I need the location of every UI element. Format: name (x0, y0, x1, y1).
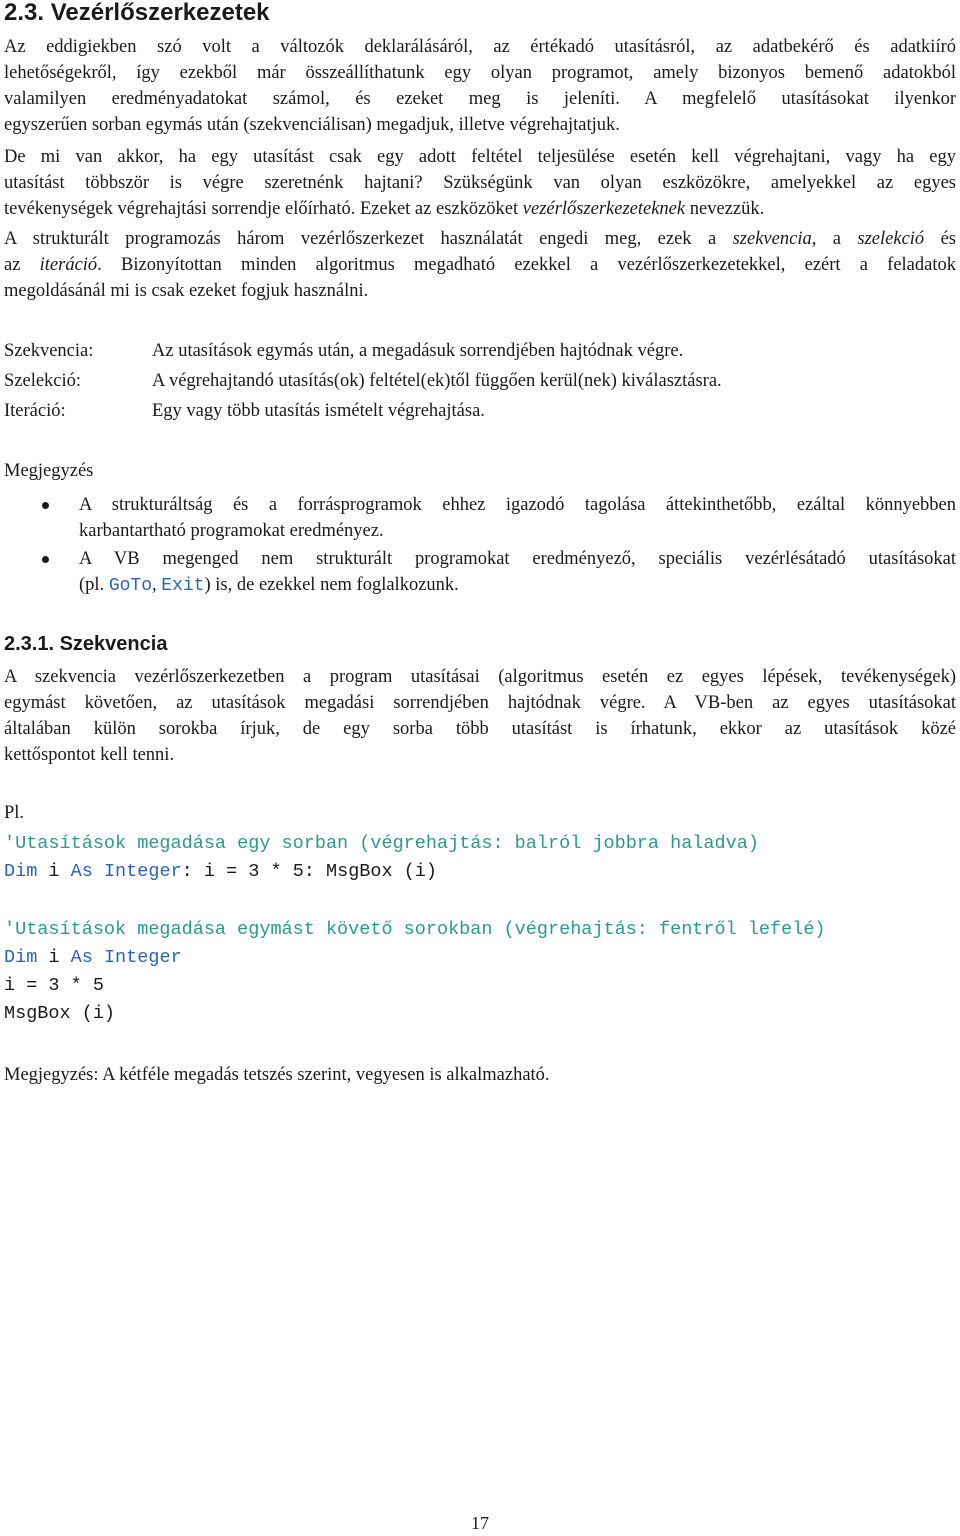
text-line: A strukturált programozás három vezérlőszerkezet használatát engedi meg, ezek a szekvencia, a szelekció és (4, 229, 956, 249)
text-line: egymást követően, az utasítások megadási sorrendjében hajtódnak végre. A VB-ben az egyes utasításokat (4, 693, 956, 713)
definition-row (4, 338, 722, 368)
emphasis-term: vezérlőszerkezeteknek (522, 199, 686, 219)
text-line: De mi van akkor, ha egy utasítást csak egy adott feltétel teljesülése esetén kell végrehajtani, vagy ha egy (4, 147, 956, 167)
definition-term: Szelekció: (4, 371, 82, 391)
text-line: megoldásánál mi is csak ezeket fogjuk használni. (4, 281, 369, 301)
definitions-list (4, 338, 722, 428)
code-keyword: GoTo (108, 576, 153, 596)
code-comment: 'Utasítások megadása egy sorban (végrehajtás: balról jobbra haladva) (4, 833, 759, 854)
definition-row (4, 368, 722, 398)
example-label: Pl. (4, 803, 25, 823)
text-line: kettőspontot kell tenni. (4, 745, 175, 765)
definition-desc: Egy vagy több utasítás ismételt végrehajtása. (152, 401, 485, 421)
sequence-paragraph (4, 664, 956, 768)
emphasis-term: szelekció (857, 229, 925, 249)
note-title: Megjegyzés (4, 461, 94, 481)
text-line: egyszerűen sorban egymás után (szekvenciálisan) megadjuk, illetve végrehajtatjuk. (4, 115, 620, 135)
definition-row (4, 398, 722, 428)
text-line: valamilyen eredményadatokat számol, és ezeket meg is jeleníti. A megfelelő utasításokat ilyenkor (4, 89, 956, 109)
structured-programming-paragraph (4, 226, 956, 304)
text-line: tevékenységek végrehajtási sorrendje előírható. Ezeket az eszközöket vezérlőszerkezeteknek nevezzük. (4, 199, 765, 219)
code-line: Dim i As Integer (4, 947, 182, 968)
text-line: A szekvencia vezérlőszerkezetben a program utasításai (algoritmus esetén ez egyes lépések, tevékenységek) (4, 667, 956, 687)
final-note: Megjegyzés: A kétféle megadás tetszés szerint, vegyesen is alkalmazható. (4, 1065, 550, 1085)
bullet-item: A strukturáltság és a forrásprogramok ehhez igazodó tagolása áttekinthetőbb, ezáltal könnyebben karbantartható programokat eredményez. (4, 492, 956, 544)
emphasis-term: iteráció (39, 255, 98, 275)
text-line: az iteráció. Bizonyítottan minden algoritmus megadható ezekkel a vezérlőszerkezetekkel, ezért a feladatok (4, 255, 956, 275)
page-number: 17 (471, 1513, 489, 1533)
code-comment: 'Utasítások megadása egymást követő sorokban (végrehajtás: fentről lefelé) (4, 919, 826, 940)
definition-term: Szekvencia: (4, 341, 94, 361)
text-line: általában külön sorokba írjuk, de egy sorba több utasítást is írhatunk, ekkor az utasítások közé (4, 719, 956, 739)
text-line: lehetőségekről, így ezekből már összeállíthatunk egy olyan programot, amely bizonyos bemenő adatokból (4, 63, 956, 83)
code-line: MsgBox (i) (4, 1003, 116, 1024)
intro-paragraph (4, 34, 956, 138)
text-line: utasítást többször is végre szeretnénk hajtani? Szükségünk van olyan eszközökre, amelyekkel az egyes (4, 173, 956, 193)
definition-desc: Az utasítások egymás után, a megadásuk sorrendjében hajtódnak végre. (152, 341, 684, 361)
code-block-multi-line (4, 916, 826, 1028)
text-line: Az eddigiekben szó volt a változók deklarálásáról, az értékadó utasításról, az adatbekérő és adatkiíró (4, 37, 956, 57)
control-structures-paragraph (4, 144, 956, 222)
code-line: Dim i As Integer: i = 3 * 5: MsgBox (i) (4, 861, 438, 882)
subsection-heading: 2.3.1. Szekvencia (4, 633, 168, 655)
section-heading: 2.3. Vezérlőszerkezetek (4, 0, 270, 26)
bullet-icon (42, 556, 49, 563)
note-bullet-list (4, 492, 956, 601)
definition-term: Iteráció: (4, 401, 66, 421)
emphasis-term: szekvencia (732, 229, 812, 249)
bullet-item: A VB megenged nem strukturált programokat eredményező, speciális vezérlésátadó utasításokat (pl. GoTo, Exit) is, de ezekkel nem foglalkozunk. (4, 546, 956, 599)
definition-desc: A végrehajtandó utasítás(ok) feltétel(ek)től függően kerül(nek) kiválasztásra. (152, 371, 722, 391)
code-keyword: Exit (161, 576, 205, 596)
code-line: i = 3 * 5 (4, 975, 104, 996)
code-block-single-line (4, 830, 759, 886)
bullet-icon (42, 502, 49, 509)
